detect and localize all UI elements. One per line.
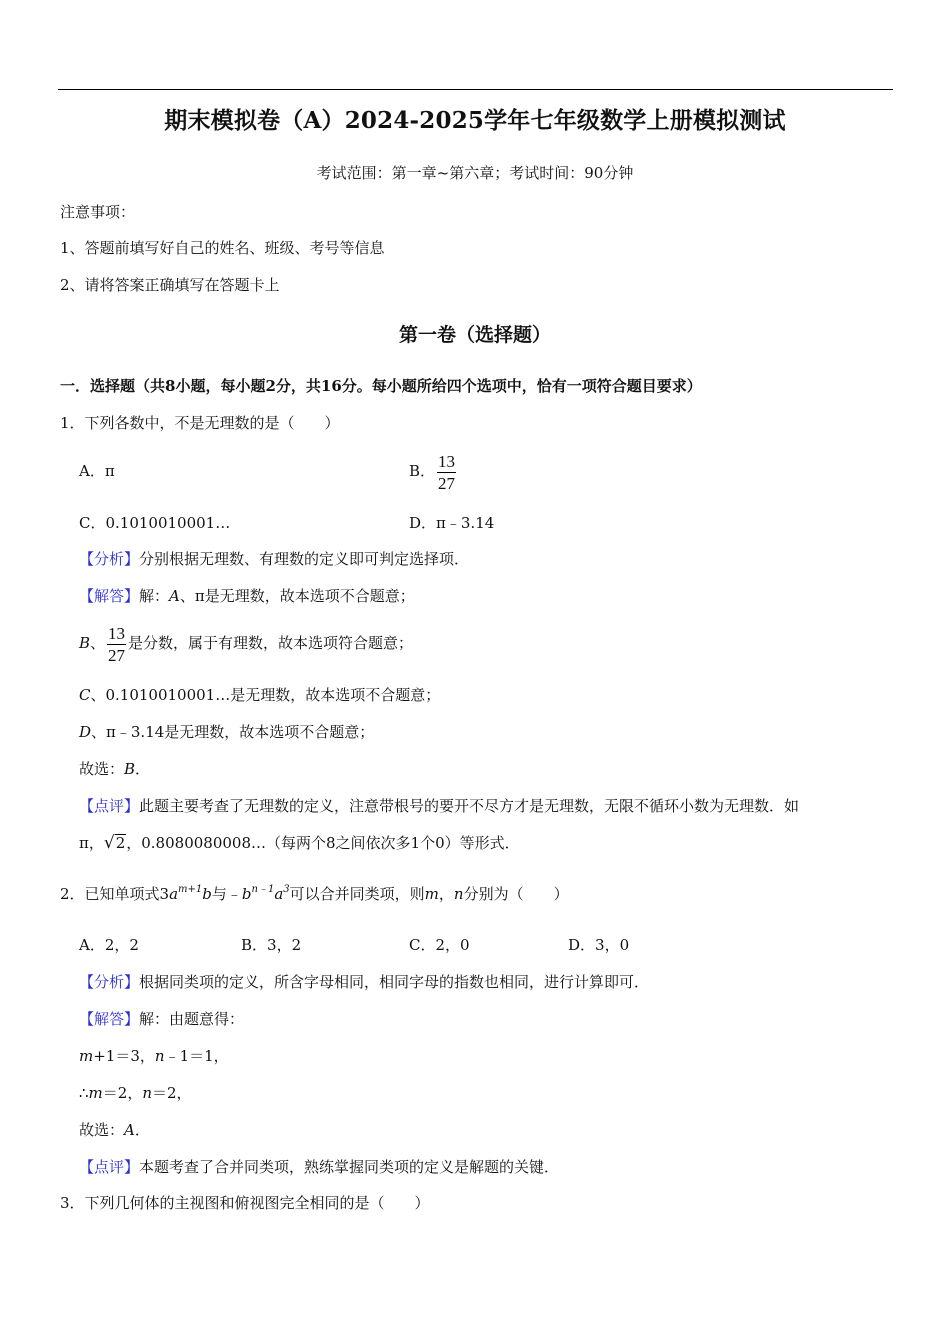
exam-info: 考试范围：第一章~第六章；考试时间：90分钟 [316, 164, 634, 182]
q2-option-d: D．3，0 [568, 936, 630, 954]
q1-answer-d: D、π﹣3.14是无理数，故本选项不合题意； [79, 723, 375, 741]
q1-answer-c: C、0.1010010001…是无理数，故本选项不合题意； [79, 686, 441, 704]
page-title: 期末模拟卷（A）2024-2025学年七年级数学上册模拟测试 [164, 107, 786, 134]
q1-analysis: 【分析】分别根据无理数、有理数的定义即可判定选择项． [79, 550, 470, 568]
q1-stem: 1．下列各数中，不是无理数的是（ ） [60, 414, 340, 432]
fraction-13-27-answer: $\frac{13}{27}$ [108, 623, 126, 665]
q3-stem: 3．下列几何体的主视图和俯视图完全相同的是（ ） [60, 1194, 430, 1212]
q1-option-a: A．π [79, 462, 115, 480]
notice-item-2: 2、请将答案正确填写在答题卡上 [60, 276, 280, 294]
q1-option-d: D．π﹣3.14 [409, 514, 495, 532]
q2-answer: 【解答】解：由题意得： [79, 1010, 245, 1028]
q2-stem: 2．已知单项式$3a^{m+1}b$与$﹣b^{n﹣1}a^3$可以合并同类项，则m，n分别为（ ） [60, 884, 569, 903]
q2-choice: 故选：A． [79, 1121, 150, 1139]
q2-option-a: A．2，2 [79, 936, 139, 954]
q2-analysis: 【分析】根据同类项的定义，所含字母相同，相同字母的指数也相同，进行计算即可． [79, 973, 650, 991]
volume-heading: 第一卷（选择题） [398, 324, 551, 346]
q2-comment: 【点评】本题考查了合并同类项，熟练掌握同类项的定义是解题的关键． [79, 1158, 560, 1176]
top-rule [58, 89, 893, 90]
q1-comment-cont: π，√2，0.8080080008…（每两个8之间依次多1个0）等形式． [79, 833, 520, 853]
q2-equation-2: ∴m＝2，n＝2， [79, 1084, 192, 1102]
fraction-13-27: $\frac{13}{27}$ [438, 451, 456, 493]
q1-option-c: C．0.1010010001… [79, 514, 231, 532]
q2-equation-1: m+1＝3，n﹣1＝1， [79, 1047, 229, 1065]
notice-heading: 注意事项： [60, 203, 136, 221]
q2-option-b: B．3，2 [241, 936, 302, 954]
section-heading: 一．选择题（共8小题，每小题2分，共16分。每小题所给四个选项中，恰有一项符合题目要求） [60, 377, 702, 395]
q2-option-c: C．2，0 [409, 936, 470, 954]
q1-option-b: B． $\frac{13}{27}$ [409, 451, 456, 493]
q1-choice: 故选：B． [79, 760, 151, 778]
sqrt-2: √2 [103, 833, 126, 853]
q1-comment: 【点评】此题主要考查了无理数的定义，注意带根号的要开不尽方才是无理数，无限不循环小数为无理数．如 [79, 797, 800, 815]
q1-answer-a: 【解答】解：A、π是无理数，故本选项不合题意； [79, 587, 415, 605]
q1-answer-b: B、 $\frac{13}{27}$ 是分数，属于有理数，故本选项符合题意； [79, 623, 414, 665]
notice-item-1: 1、答题前填写好自己的姓名、班级、考号等信息 [60, 239, 385, 257]
